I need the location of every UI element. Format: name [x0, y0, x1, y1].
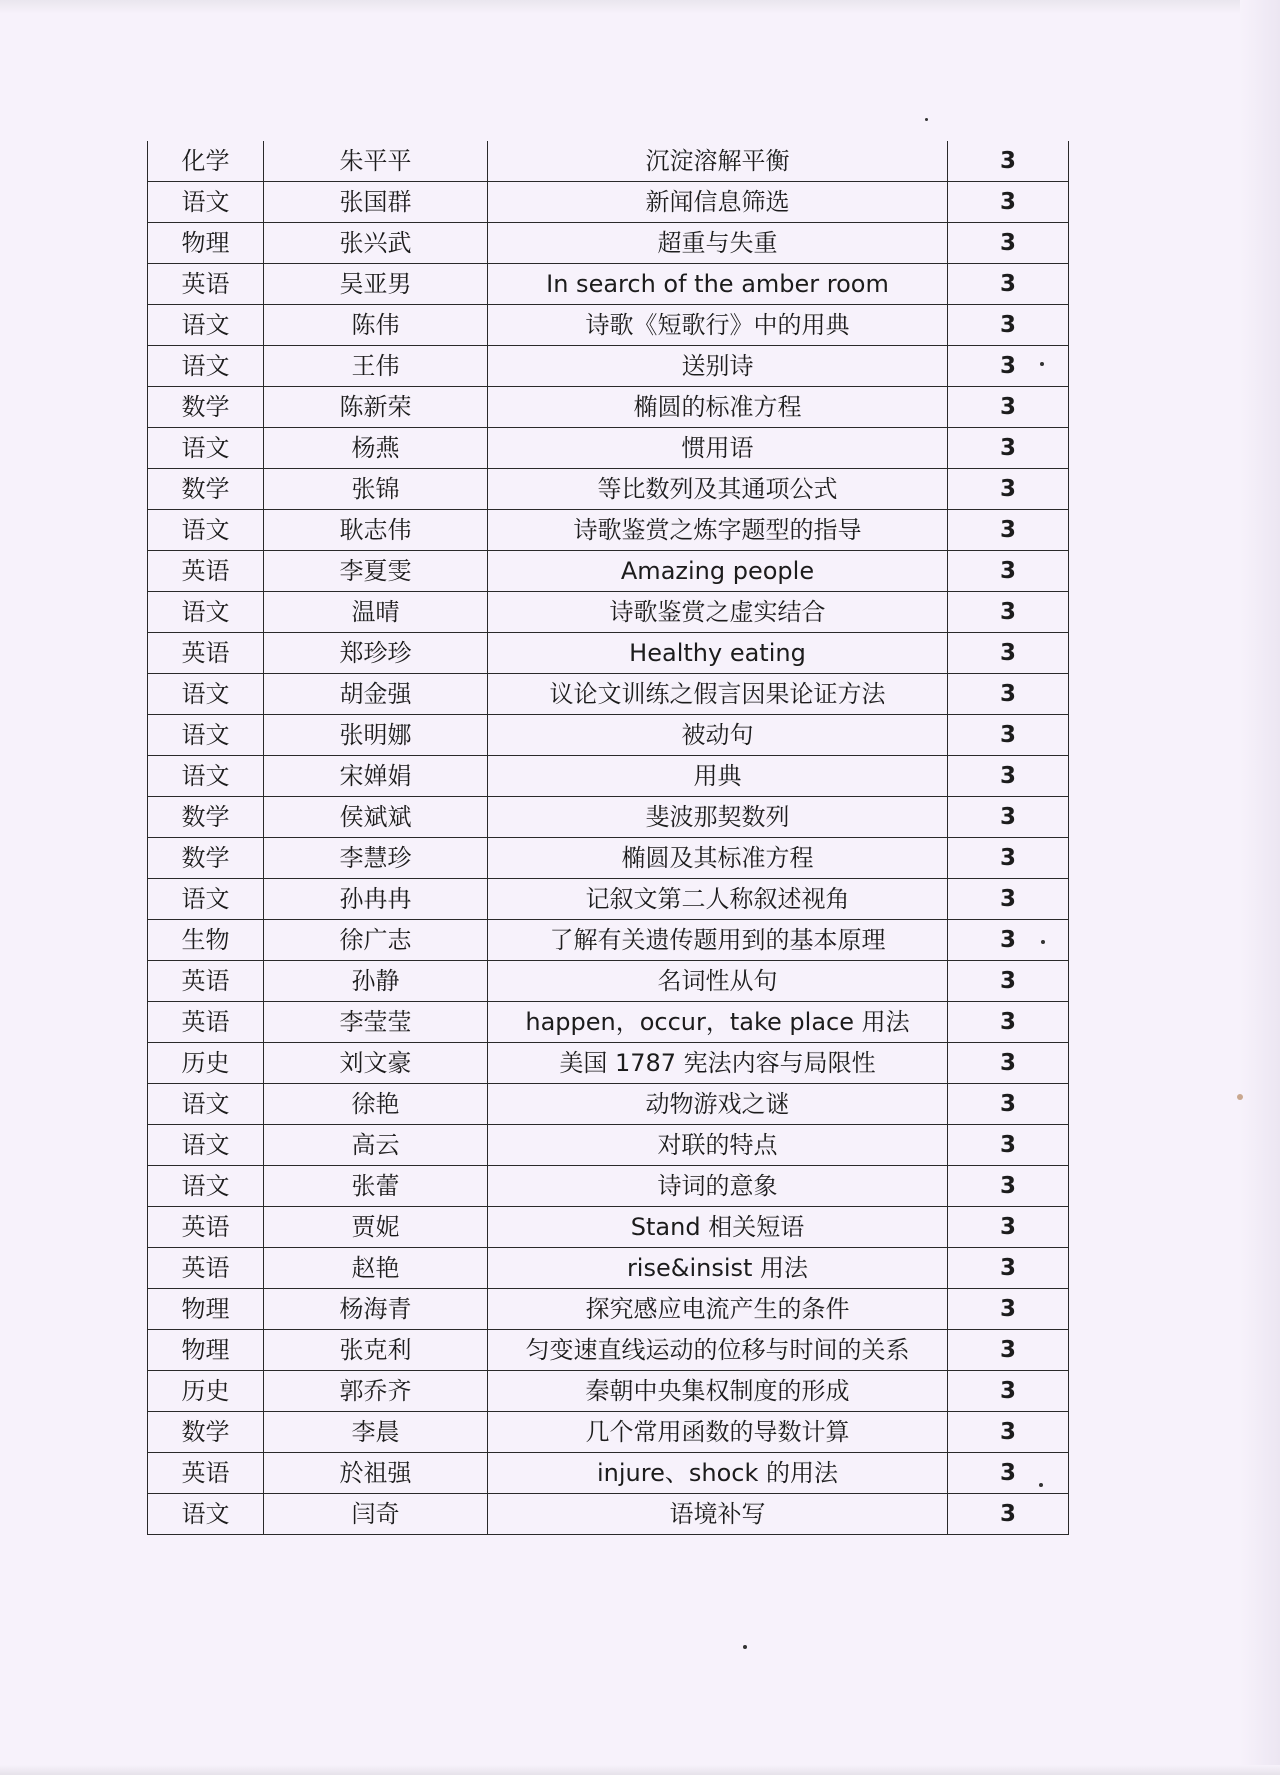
- subject-cell: 英语: [148, 1002, 264, 1043]
- teacher-cell: 宋婵娟: [264, 756, 488, 797]
- table-row: [148, 387, 1069, 428]
- score-cell: 3: [948, 264, 1069, 305]
- topic-cell: 对联的特点: [488, 1125, 948, 1166]
- topic-cell: 匀变速直线运动的位移与时间的关系: [488, 1330, 948, 1371]
- topic-cell: 用典: [488, 756, 948, 797]
- topic-cell: 议论文训练之假言因果论证方法: [488, 674, 948, 715]
- table-row: [148, 838, 1069, 879]
- score-cell: 3: [948, 633, 1069, 674]
- subject-cell: 语文: [148, 510, 264, 551]
- table-row: [148, 428, 1069, 469]
- topic-cell: 诗词的意象: [488, 1166, 948, 1207]
- topic-cell: 名词性从句: [488, 961, 948, 1002]
- subject-cell: 数学: [148, 797, 264, 838]
- score-cell: 3: [948, 1289, 1069, 1330]
- table-row: [148, 1494, 1069, 1535]
- table-row: [148, 1289, 1069, 1330]
- score-cell: 3: [948, 1043, 1069, 1084]
- scan-speck: [925, 118, 928, 121]
- subject-cell: 数学: [148, 469, 264, 510]
- topic-cell: injure、shock 的用法: [488, 1453, 948, 1494]
- score-cell: 3: [948, 141, 1069, 182]
- score-cell: 3: [948, 1494, 1069, 1535]
- topic-cell: 诗歌鉴赏之炼字题型的指导: [488, 510, 948, 551]
- score-cell: 3: [948, 797, 1069, 838]
- teacher-cell: 王伟: [264, 346, 488, 387]
- table-row: [148, 1412, 1069, 1453]
- lesson-table: [147, 141, 1069, 1535]
- subject-cell: 语文: [148, 756, 264, 797]
- score-cell: 3: [948, 1371, 1069, 1412]
- score-cell: 3: [948, 551, 1069, 592]
- topic-cell: 等比数列及其通项公式: [488, 469, 948, 510]
- teacher-cell: 吴亚男: [264, 264, 488, 305]
- table-row: [148, 1002, 1069, 1043]
- scan-edge-top: [0, 0, 1280, 14]
- table-row: [148, 551, 1069, 592]
- subject-cell: 语文: [148, 182, 264, 223]
- teacher-cell: 孙静: [264, 961, 488, 1002]
- teacher-cell: 郭乔齐: [264, 1371, 488, 1412]
- score-cell: 3: [948, 592, 1069, 633]
- subject-cell: 历史: [148, 1043, 264, 1084]
- score-cell: 3: [948, 1248, 1069, 1289]
- score-cell: 3: [948, 305, 1069, 346]
- subject-cell: 英语: [148, 1248, 264, 1289]
- teacher-cell: 张兴武: [264, 223, 488, 264]
- topic-cell: 诗歌《短歌行》中的用典: [488, 305, 948, 346]
- score-cell: 3: [948, 1207, 1069, 1248]
- scan-speck: [1237, 1094, 1243, 1100]
- subject-cell: 语文: [148, 1494, 264, 1535]
- teacher-cell: 张国群: [264, 182, 488, 223]
- score-cell: 3: [948, 1125, 1069, 1166]
- teacher-cell: 闫奇: [264, 1494, 488, 1535]
- subject-cell: 语文: [148, 428, 264, 469]
- table-row: [148, 264, 1069, 305]
- scan-edge-right: [1240, 0, 1280, 1775]
- table-row: [148, 182, 1069, 223]
- teacher-cell: 耿志伟: [264, 510, 488, 551]
- topic-cell: 沉淀溶解平衡: [488, 141, 948, 182]
- score-cell: 3: [948, 223, 1069, 264]
- teacher-cell: 徐艳: [264, 1084, 488, 1125]
- score-cell: 3: [948, 510, 1069, 551]
- table-row: [148, 633, 1069, 674]
- subject-cell: 英语: [148, 961, 264, 1002]
- teacher-cell: 张克利: [264, 1330, 488, 1371]
- topic-cell: 探究感应电流产生的条件: [488, 1289, 948, 1330]
- score-cell: 3: [948, 1166, 1069, 1207]
- score-cell: 3: [948, 346, 1069, 387]
- subject-cell: 数学: [148, 1412, 264, 1453]
- score-cell: 3: [948, 387, 1069, 428]
- subject-cell: 生物: [148, 920, 264, 961]
- score-cell: 3: [948, 920, 1069, 961]
- topic-cell: 了解有关遗传题用到的基本原理: [488, 920, 948, 961]
- teacher-cell: 李莹莹: [264, 1002, 488, 1043]
- table-row: [148, 920, 1069, 961]
- score-cell: 3: [948, 1002, 1069, 1043]
- subject-cell: 物理: [148, 1330, 264, 1371]
- table-row: [148, 223, 1069, 264]
- topic-cell: 记叙文第二人称叙述视角: [488, 879, 948, 920]
- teacher-cell: 李晨: [264, 1412, 488, 1453]
- table-row: [148, 879, 1069, 920]
- topic-cell: rise&insist 用法: [488, 1248, 948, 1289]
- score-cell: 3: [948, 1084, 1069, 1125]
- teacher-cell: 张蕾: [264, 1166, 488, 1207]
- teacher-cell: 於祖强: [264, 1453, 488, 1494]
- topic-cell: 斐波那契数列: [488, 797, 948, 838]
- topic-cell: 语境补写: [488, 1494, 948, 1535]
- subject-cell: 语文: [148, 346, 264, 387]
- table-row: [148, 756, 1069, 797]
- scan-edge-bottom: [0, 1765, 1280, 1775]
- teacher-cell: 李慧珍: [264, 838, 488, 879]
- subject-cell: 语文: [148, 1084, 264, 1125]
- topic-cell: 被动句: [488, 715, 948, 756]
- teacher-cell: 温晴: [264, 592, 488, 633]
- subject-cell: 语文: [148, 305, 264, 346]
- scan-speck: [743, 1645, 747, 1649]
- topic-cell: 送别诗: [488, 346, 948, 387]
- subject-cell: 英语: [148, 633, 264, 674]
- score-cell: 3: [948, 428, 1069, 469]
- teacher-cell: 李夏雯: [264, 551, 488, 592]
- topic-cell: happen，occur，take place 用法: [488, 1002, 948, 1043]
- subject-cell: 语文: [148, 1166, 264, 1207]
- subject-cell: 英语: [148, 1453, 264, 1494]
- table-row: [148, 1166, 1069, 1207]
- subject-cell: 数学: [148, 387, 264, 428]
- teacher-cell: 杨燕: [264, 428, 488, 469]
- table-row: [148, 1125, 1069, 1166]
- table-row: [148, 305, 1069, 346]
- teacher-cell: 张明娜: [264, 715, 488, 756]
- score-cell: 3: [948, 1330, 1069, 1371]
- teacher-cell: 朱平平: [264, 141, 488, 182]
- table-row: [148, 1084, 1069, 1125]
- subject-cell: 英语: [148, 551, 264, 592]
- subject-cell: 语文: [148, 879, 264, 920]
- score-cell: 3: [948, 961, 1069, 1002]
- table-row: [148, 674, 1069, 715]
- score-cell: 3: [948, 756, 1069, 797]
- teacher-cell: 陈新荣: [264, 387, 488, 428]
- table-row: [148, 1330, 1069, 1371]
- table-row: [148, 961, 1069, 1002]
- table-row: [148, 469, 1069, 510]
- topic-cell: 美国 1787 宪法内容与局限性: [488, 1043, 948, 1084]
- teacher-cell: 高云: [264, 1125, 488, 1166]
- score-cell: 3: [948, 715, 1069, 756]
- table-row: [148, 715, 1069, 756]
- teacher-cell: 杨海青: [264, 1289, 488, 1330]
- score-cell: 3: [948, 674, 1069, 715]
- topic-cell: 动物游戏之谜: [488, 1084, 948, 1125]
- table-row: [148, 1043, 1069, 1084]
- teacher-cell: 赵艳: [264, 1248, 488, 1289]
- topic-cell: 惯用语: [488, 428, 948, 469]
- topic-cell: In search of the amber room: [488, 264, 948, 305]
- teacher-cell: 胡金强: [264, 674, 488, 715]
- teacher-cell: 陈伟: [264, 305, 488, 346]
- teacher-cell: 侯斌斌: [264, 797, 488, 838]
- topic-cell: 诗歌鉴赏之虚实结合: [488, 592, 948, 633]
- lesson-table-container: [147, 141, 1069, 1535]
- topic-cell: Healthy eating: [488, 633, 948, 674]
- subject-cell: 历史: [148, 1371, 264, 1412]
- table-row: [148, 1207, 1069, 1248]
- table-row: [148, 346, 1069, 387]
- score-cell: 3: [948, 469, 1069, 510]
- topic-cell: 秦朝中央集权制度的形成: [488, 1371, 948, 1412]
- subject-cell: 语文: [148, 674, 264, 715]
- topic-cell: 几个常用函数的导数计算: [488, 1412, 948, 1453]
- subject-cell: 数学: [148, 838, 264, 879]
- subject-cell: 英语: [148, 264, 264, 305]
- teacher-cell: 贾妮: [264, 1207, 488, 1248]
- topic-cell: Stand 相关短语: [488, 1207, 948, 1248]
- topic-cell: Amazing people: [488, 551, 948, 592]
- subject-cell: 语文: [148, 715, 264, 756]
- table-row: [148, 1371, 1069, 1412]
- table-row: [148, 141, 1069, 182]
- teacher-cell: 徐广志: [264, 920, 488, 961]
- teacher-cell: 张锦: [264, 469, 488, 510]
- subject-cell: 语文: [148, 1125, 264, 1166]
- subject-cell: 物理: [148, 223, 264, 264]
- subject-cell: 化学: [148, 141, 264, 182]
- subject-cell: 物理: [148, 1289, 264, 1330]
- table-row: [148, 592, 1069, 633]
- score-cell: 3: [948, 838, 1069, 879]
- score-cell: 3: [948, 1453, 1069, 1494]
- table-row: [148, 510, 1069, 551]
- score-cell: 3: [948, 1412, 1069, 1453]
- score-cell: 3: [948, 182, 1069, 223]
- topic-cell: 椭圆的标准方程: [488, 387, 948, 428]
- subject-cell: 语文: [148, 592, 264, 633]
- teacher-cell: 郑珍珍: [264, 633, 488, 674]
- topic-cell: 超重与失重: [488, 223, 948, 264]
- table-row: [148, 1248, 1069, 1289]
- teacher-cell: 刘文豪: [264, 1043, 488, 1084]
- table-row: [148, 1453, 1069, 1494]
- teacher-cell: 孙冉冉: [264, 879, 488, 920]
- topic-cell: 新闻信息筛选: [488, 182, 948, 223]
- score-cell: 3: [948, 879, 1069, 920]
- topic-cell: 椭圆及其标准方程: [488, 838, 948, 879]
- lesson-table-body: [148, 141, 1069, 1535]
- table-row: [148, 797, 1069, 838]
- subject-cell: 英语: [148, 1207, 264, 1248]
